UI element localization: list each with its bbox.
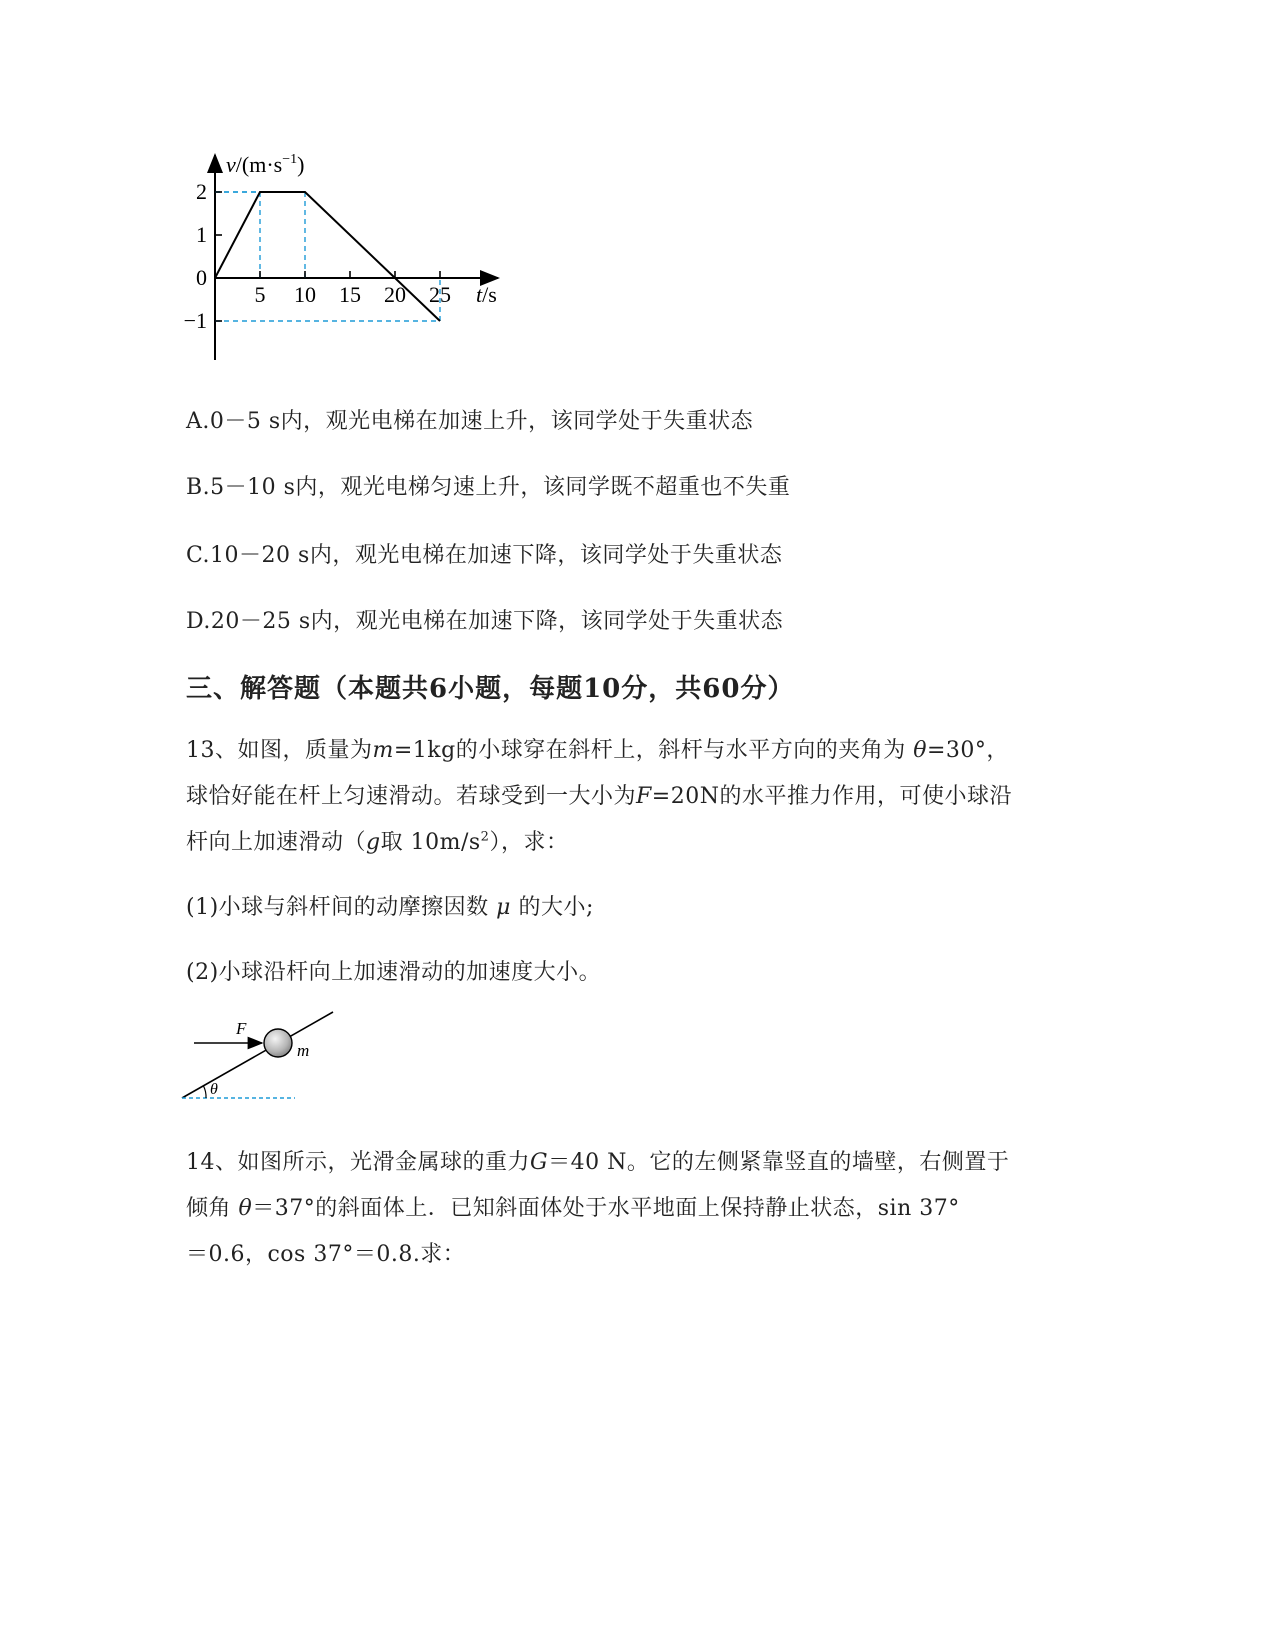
q13-line-1: 13、如图，质量为m=1kg的小球穿在斜杆上，斜杆与水平方向的夹角为 θ=30°， — [186, 738, 1009, 763]
q14-line-2: 倾角 θ＝37°的斜面体上．已知斜面体处于水平地面上保持静止状态，sin 37° — [186, 1196, 960, 1221]
y-axis-label: $v/(m\cdot s^{-1})$ — [226, 152, 305, 177]
ball — [264, 1029, 292, 1057]
q13-sub-2: (2)小球沿杆向上加速滑动的加速度大小。 — [186, 960, 602, 985]
option-b: B.5－10 s内，观光电梯匀速上升，该同学既不超重也不失重 — [186, 475, 791, 500]
x-tick-label-25: 25 — [429, 282, 451, 307]
x-tick-label-10: 10 — [294, 282, 316, 307]
rod — [182, 1012, 333, 1098]
q13-line-3: 杆向上加速滑动（g取 $10m/s^2$），求： — [186, 829, 569, 855]
x-tick-label-20: 20 — [384, 282, 406, 307]
x-tick-label-15: 15 — [339, 282, 361, 307]
y-tick-label-0: 0 — [196, 265, 207, 290]
y-tick-label-2: 2 — [196, 179, 207, 204]
option-c: C.10－20 s内，观光电梯在加速下降，该同学处于失重状态 — [186, 543, 783, 568]
angle-label: θ — [210, 1081, 218, 1098]
section-heading: 三、解答题（本题共6小题，每题10分，共60分） — [186, 674, 795, 704]
q13-line-2: 球恰好能在杆上匀速滑动。若球受到一大小为F=20N的水平推力作用，可使小球沿 — [186, 784, 1012, 809]
angle-arc — [204, 1086, 207, 1098]
vt-chart — [0, 0, 520, 380]
velocity-line — [215, 192, 440, 321]
mass-label: m — [297, 1041, 310, 1060]
option-d: D.20－25 s内，观光电梯在加速下降，该同学处于失重状态 — [186, 609, 784, 634]
x-axis-label: t/s — [476, 282, 497, 307]
incline-rod-figure — [180, 1010, 350, 1120]
q14-line-3: ＝0.6，cos 37°＝0.8.求： — [186, 1242, 466, 1267]
y-tick-label-−1: −1 — [183, 308, 207, 333]
q13-sub-1: (1)小球与斜杆间的动摩擦因数 μ 的大小; — [186, 895, 594, 920]
y-tick-label-1: 1 — [196, 222, 207, 247]
x-tick-label-5: 5 — [254, 282, 266, 307]
option-a: A.0－5 s内，观光电梯在加速上升，该同学处于失重状态 — [186, 409, 754, 434]
force-label: F — [236, 1019, 247, 1038]
q14-line-1: 14、如图所示，光滑金属球的重力G＝40 N。它的左侧紧靠竖直的墙壁，右侧置于 — [186, 1150, 1010, 1175]
